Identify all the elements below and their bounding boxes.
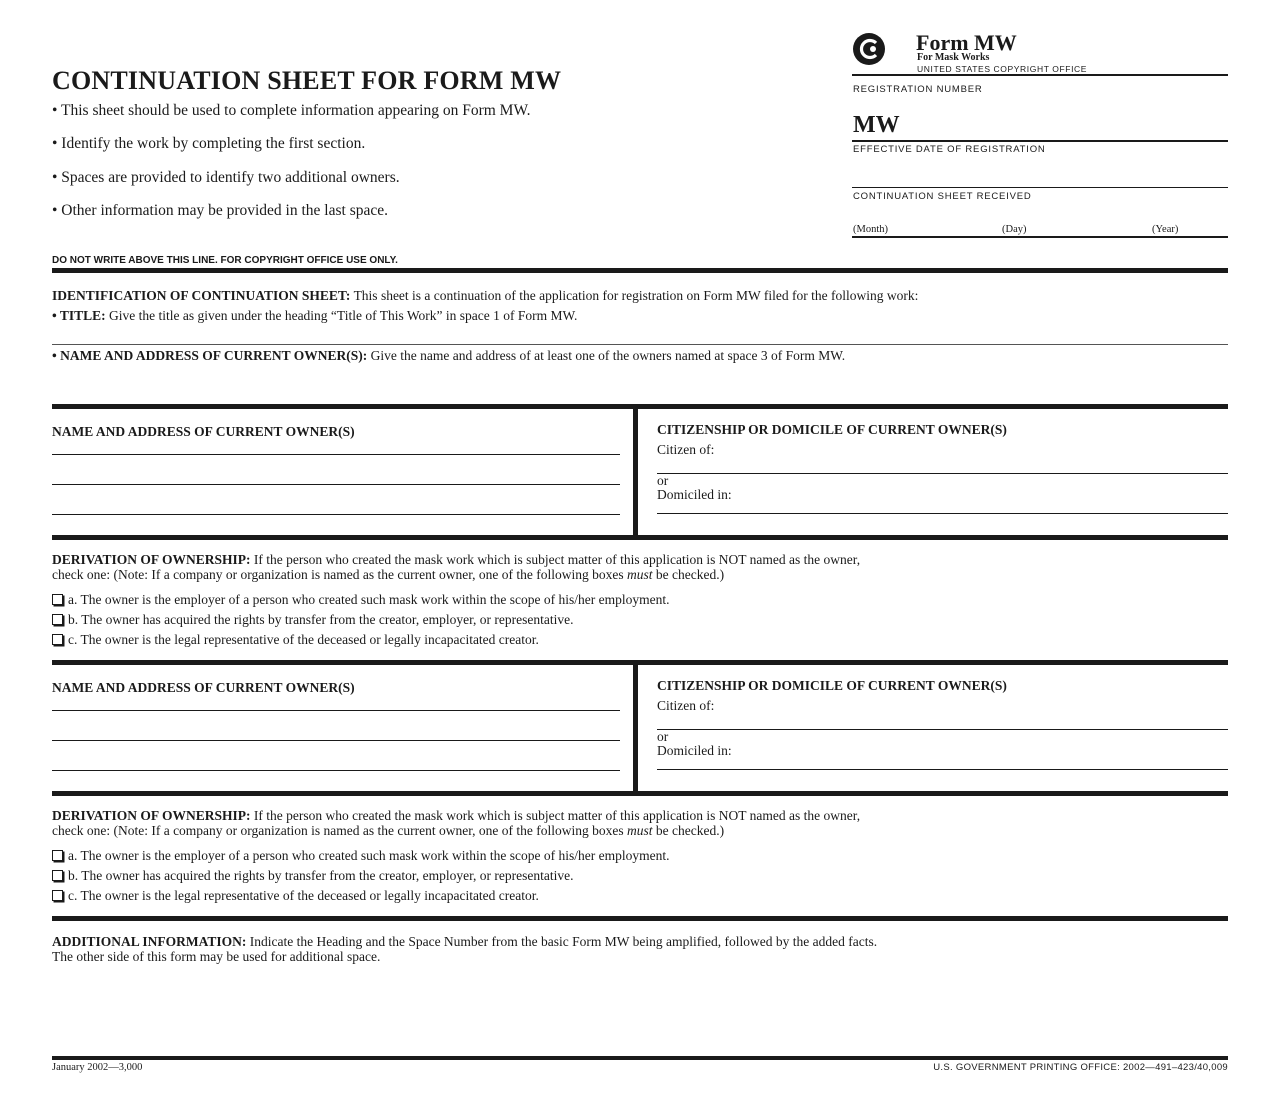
owner-2-citizen-of-label: Citizen of:	[657, 698, 715, 713]
owner-instruction-heading: • NAME AND ADDRESS OF CURRENT OWNER(S):	[52, 348, 368, 363]
month-label: (Month)	[853, 224, 888, 235]
owner-1-name-line-3[interactable]	[52, 514, 620, 515]
owner-section-2-top-rule	[52, 660, 1228, 665]
form-subtitle: For Mask Works	[917, 52, 990, 63]
owner-2-option-c[interactable]: c. The owner is the legal representative of the deceased or legally incapacitated creator.	[52, 888, 539, 904]
instruction-4: • Other information may be provided in the last space.	[52, 202, 388, 219]
owner-2-name-heading: NAME AND ADDRESS OF CURRENT OWNER(S)	[52, 680, 355, 695]
owner-1-option-c[interactable]: c. The owner is the legal representative of the deceased or legally incapacitated creator.	[52, 632, 539, 648]
owner-1-option-b[interactable]: b. The owner has acquired the rights by transfer from the creator, employer, or representative.	[52, 612, 573, 628]
owner-1-domiciled-line[interactable]	[657, 513, 1228, 514]
additional-heading: ADDITIONAL INFORMATION:	[52, 934, 247, 949]
identification-heading: IDENTIFICATION OF CONTINUATION SHEET:	[52, 288, 351, 303]
owner-1-name-line-1[interactable]	[52, 454, 620, 455]
owner-2-derivation-line-2: check one: (Note: If a company or organization is named as the current owner, one of the following boxes must be checked.)	[52, 823, 725, 838]
owner-section-2-divider	[633, 665, 638, 792]
owner-1-derivation-line-1	[52, 552, 860, 568]
registration-rule	[852, 140, 1228, 142]
title-heading: • TITLE:	[52, 308, 106, 323]
effective-date-rule	[852, 187, 1228, 188]
owner-2-option-b[interactable]: b. The owner has acquired the rights by transfer from the creator, employer, or representative.	[52, 868, 573, 884]
owner-2-option-a[interactable]: a. The owner is the employer of a person who created such mask work within the scope of his/her employment.	[52, 848, 669, 864]
owner-section-1-top-rule	[52, 404, 1228, 409]
checkbox-icon[interactable]	[52, 870, 63, 881]
owner-1-citizenship-heading: CITIZENSHIP OR DOMICILE OF CURRENT OWNER(S)	[657, 422, 1007, 437]
owner-1-domiciled-label: Domiciled in:	[657, 487, 732, 502]
registration-prefix: MW	[853, 112, 900, 138]
year-label: (Year)	[1152, 224, 1179, 235]
additional-line-1	[52, 934, 877, 950]
owner-1-derivation-text: If the person who created the mask work which is subject matter of this application is NOT named as the owner,	[253, 552, 861, 567]
owner-2-name-line-3[interactable]	[52, 770, 620, 771]
continuation-received-label: CONTINUATION SHEET RECEIVED	[853, 191, 1032, 202]
owner-section-1-divider	[633, 409, 638, 536]
owner-section-2-bottom-rule	[52, 791, 1228, 796]
title-text: Give the title as given under the heading “Title of This Work” in space 1 of Form MW.	[109, 308, 578, 323]
owner-instruction-text: Give the name and address of at least one of the owners named at space 3 of Form MW.	[370, 348, 846, 363]
office-use-notice: DO NOT WRITE ABOVE THIS LINE. FOR COPYRIGHT OFFICE USE ONLY.	[52, 255, 398, 266]
owner-1-name-line-2[interactable]	[52, 484, 620, 485]
owner-1-option-a[interactable]: a. The owner is the employer of a person who created such mask work within the scope of his/her employment.	[52, 592, 669, 608]
date-rule	[852, 236, 1228, 238]
checkbox-icon[interactable]	[52, 594, 63, 605]
additional-text-2: The other side of this form may be used for additional space.	[52, 949, 381, 964]
owner-2-citizenship-heading: CITIZENSHIP OR DOMICILE OF CURRENT OWNER(S)	[657, 678, 1007, 693]
title-entry-line[interactable]	[52, 344, 1228, 345]
office-name: UNITED STATES COPYRIGHT OFFICE	[917, 64, 1088, 74]
owner-1-citizen-of-line[interactable]	[657, 473, 1228, 474]
checkbox-icon[interactable]	[52, 890, 63, 901]
owner-section-1-bottom-rule	[52, 535, 1228, 540]
identification-text: This sheet is a continuation of the application for registration on Form MW filed for the following work:	[353, 288, 919, 303]
owner-2-derivation-line-1	[52, 808, 860, 824]
header-rule	[852, 74, 1228, 76]
page-title: CONTINUATION SHEET FOR FORM MW	[52, 66, 562, 95]
effective-date-label: EFFECTIVE DATE OF REGISTRATION	[853, 144, 1046, 155]
instruction-1: • This sheet should be used to complete information appearing on Form MW.	[52, 102, 531, 119]
owner-2-or-label: or	[657, 729, 669, 744]
footer-printer: U.S. GOVERNMENT PRINTING OFFICE: 2002—491–423/40,009	[933, 1062, 1228, 1073]
footer-date: January 2002—3,000	[52, 1062, 143, 1073]
checkbox-icon[interactable]	[52, 614, 63, 625]
owner-1-derivation-line-2: check one: (Note: If a company or organization is named as the current owner, one of the following boxes must be checked.)	[52, 567, 725, 582]
owner-2-name-line-1[interactable]	[52, 710, 620, 711]
owner-2-citizen-of-line[interactable]	[657, 729, 1228, 730]
owner-1-name-heading: NAME AND ADDRESS OF CURRENT OWNER(S)	[52, 424, 355, 439]
owner-2-domiciled-line[interactable]	[657, 769, 1228, 770]
additional-text-1: Indicate the Heading and the Space Number from the basic Form MW being amplified, followed by the added facts.	[249, 934, 878, 949]
owner-2-derivation-text: If the person who created the mask work which is subject matter of this application is NOT named as the owner,	[253, 808, 861, 823]
form-name: Form MW	[916, 30, 1017, 55]
owner-1-or-label: or	[657, 473, 669, 488]
owner-1-derivation-heading: DERIVATION OF OWNERSHIP:	[52, 552, 251, 567]
owner-2-name-line-2[interactable]	[52, 740, 620, 741]
additional-top-rule	[52, 916, 1228, 921]
instruction-3: • Spaces are provided to identify two additional owners.	[52, 169, 400, 186]
owner-1-citizen-of-label: Citizen of:	[657, 442, 715, 457]
day-label: (Day)	[1002, 224, 1027, 235]
instruction-2: • Identify the work by completing the first section.	[52, 135, 366, 152]
owner-instruction-line	[52, 348, 845, 364]
owner-2-domiciled-label: Domiciled in:	[657, 743, 732, 758]
checkbox-icon[interactable]	[52, 850, 63, 861]
identification-line	[52, 288, 918, 304]
title-line	[52, 308, 577, 324]
registration-number-label: REGISTRATION NUMBER	[853, 84, 983, 95]
checkbox-icon[interactable]	[52, 634, 63, 645]
office-use-rule	[52, 268, 1228, 273]
owner-2-derivation-heading: DERIVATION OF OWNERSHIP:	[52, 808, 251, 823]
footer-rule	[52, 1056, 1228, 1060]
copyright-logo-icon	[852, 32, 886, 66]
